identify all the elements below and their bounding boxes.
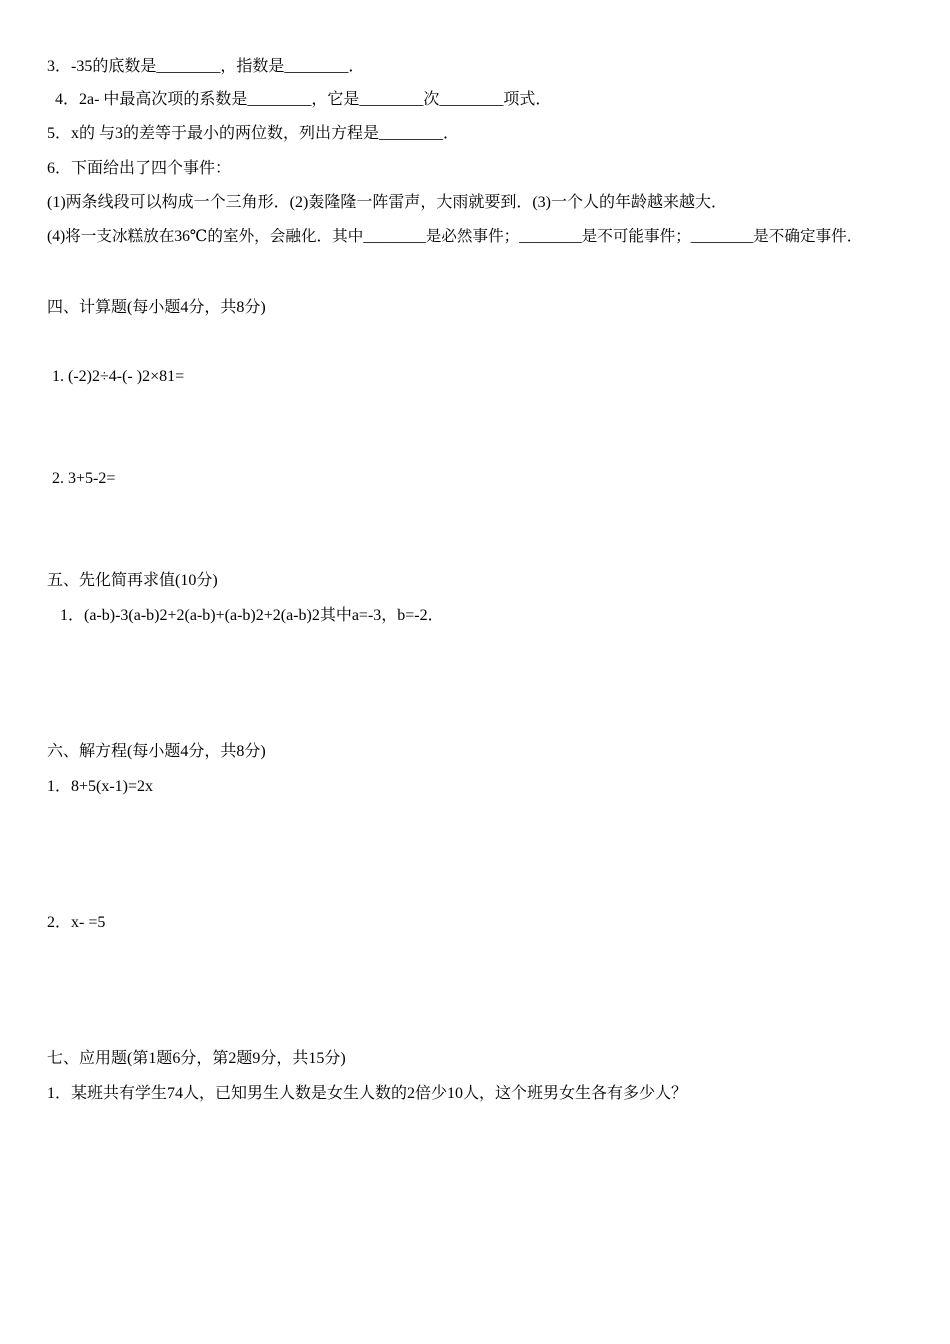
fill-in-question-3: 3．-35的底数是________，指数是________．	[47, 58, 365, 75]
equation-question-1: 1．8+5(x-1)=2x	[47, 778, 154, 795]
section-5-heading: 五、先化简再求值(10分)	[47, 572, 218, 589]
simplify-question-1: 1．(a-b)-3(a-b)2+2(a-b)+(a-b)2+2(a-b)2其中a=-3，b=-2．	[60, 607, 444, 624]
calc-question-1: 1. (-2)2÷4-(- )2×81=	[52, 368, 185, 385]
question-6-events-line-2: (4)将一支冰糕放在36℃的室外，会融化．其中________是必然事件；________是不可能事件；________是不确定事件．	[47, 228, 863, 245]
section-7-heading: 七、应用题(第1题6分，第2题9分，共15分)	[47, 1050, 346, 1067]
application-question-1: 1．某班共有学生74人，已知男生人数是女生人数的2倍少10人，这个班男女生各有多少人？	[47, 1085, 688, 1102]
fill-in-question-5: 5．x的 与3的差等于最小的两位数，列出方程是________．	[47, 125, 460, 142]
fill-in-question-6: 6．下面给出了四个事件：	[47, 160, 232, 177]
question-6-events-line-1: (1)两条线段可以构成一个三角形．(2)轰隆隆一阵雷声，大雨就要到．(3)一个人的年龄越来越大．	[47, 194, 727, 211]
calc-question-2: 2. 3+5-2=	[52, 470, 116, 487]
section-6-heading: 六、解方程(每小题4分，共8分)	[47, 743, 266, 760]
fill-in-question-4: 4．2a- 中最高次项的系数是________，它是________次________项式．	[55, 91, 552, 108]
equation-question-2: 2．x- =5	[47, 914, 106, 931]
section-4-heading: 四、计算题(每小题4分，共8分)	[47, 299, 266, 316]
